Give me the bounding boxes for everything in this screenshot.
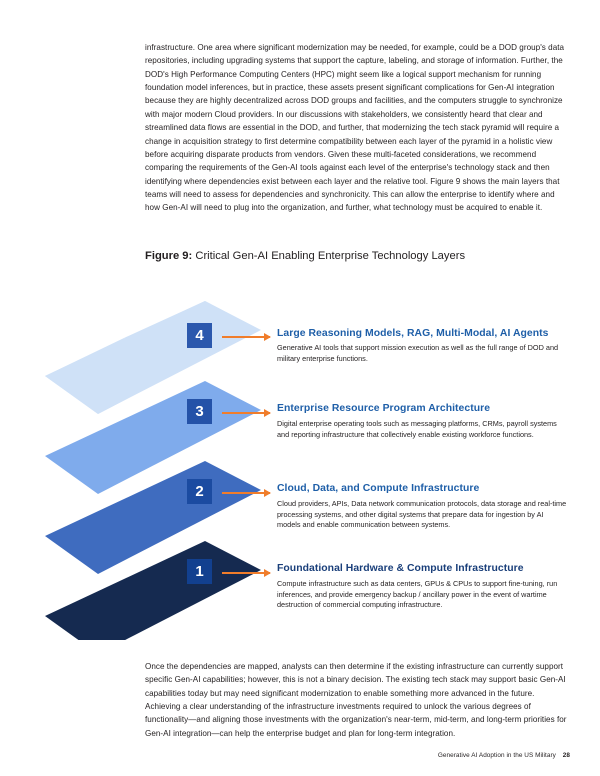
layer-number-badge-1 bbox=[187, 559, 212, 584]
layer-number-4: 4 bbox=[195, 327, 204, 344]
figure-label: Figure 9: bbox=[145, 250, 193, 262]
layer-body-2: Cloud providers, APIs, Data network communication protocols, data storage and real-time processing systems, and other digital systems that prepare data for ingestion by AI models and enable communication between systems. bbox=[277, 499, 567, 530]
layer-number-badge-4 bbox=[187, 323, 212, 348]
page-footer bbox=[438, 752, 570, 759]
layer-heading-2: Cloud, Data, and Compute Infrastructure bbox=[277, 483, 480, 494]
arrow-layer-4 bbox=[222, 336, 270, 338]
layer-body-1: Compute infrastructure such as data centers, GPUs & CPUs to support fine-tuning, run inferences, and provide emergency backup / ancillary power in the event of wartime destruction of commercial computing infrastructure. bbox=[277, 579, 558, 610]
layer-number-badge-3 bbox=[187, 399, 212, 424]
layer-heading-3: Enterprise Resource Program Architecture bbox=[277, 403, 491, 414]
layer-body-3: Digital enterprise operating tools such as messaging platforms, CRMs, payroll systems and reporting infrastructure that collectively enable existing workforce functions. bbox=[277, 419, 557, 439]
bottom-paragraph: Once the dependencies are mapped, analysts can then determine if the existing infrastructure can currently support specific Gen-AI capabilities; however, this is not a binary decision. The existing tech stack may support basic Gen-AI capabilities today but may need significant modernization to enable something more advanced in the future. Achieving a clear understanding of the infrastructure investments required to unlock the various degrees of functionality—and aligning those investments with the organization's near-term, mid-term, and long-term priorities for Gen-AI integration—can help the enterprise budget and plan for long-term integration. bbox=[145, 662, 567, 738]
layer-body-4: Generative AI tools that support mission execution as well as the full range of DOD and military enterprise functions. bbox=[277, 343, 559, 363]
layer-number-2: 2 bbox=[195, 483, 204, 500]
arrow-layer-1 bbox=[222, 572, 270, 574]
arrow-layer-3 bbox=[222, 412, 270, 414]
footer-page-number: 28 bbox=[562, 752, 570, 759]
layer-heading-4: Large Reasoning Models, RAG, Multi-Modal, AI Agents bbox=[277, 328, 549, 339]
figure-title bbox=[145, 249, 465, 263]
figure-caption: Critical Gen-AI Enabling Enterprise Technology Layers bbox=[195, 250, 466, 262]
layer-heading-1: Foundational Hardware & Compute Infrastructure bbox=[277, 563, 524, 574]
figure-technology-layers bbox=[0, 280, 600, 640]
footer-title: Generative AI Adoption in the US Military bbox=[437, 752, 556, 759]
arrow-layer-2 bbox=[222, 492, 270, 494]
top-paragraph: infrastructure. One area where significant modernization may be needed, for example, could be a DOD group's data repositories, including upgrading systems that support the capture, labeling, and storage of information. Further, the DOD's High Performance Computing Centers (HPC) might seem like a logical support mechanism for running foundation model inferences, but in practice, these assets present significant complications for Gen-AI integration because they are highly decentralized across DOD groups and facilities, and the computers struggle to synchronize with major modern Cloud providers. In our discussions with stakeholders, we consistently heard that clear and streamlined data flows are essential in the DOD, and further, that modernizing the tech stack pyramid will require a change in acquisition strategy to first determine compatibility between each layer of the pyramid in a holistic view before acquiring disparate products from vendors. Given these multi-faceted considerations, we recommend comparing the requirements of the Gen-AI tools against each level of the enterprise's technology stack and then identifying where dependencies exist between each layer and the relative tool. Figure 9 shows the main layers that teams will need to assess for dependencies and synchronicity. This can allow the enterprise to identify where and how Gen-AI will need to plug into the organization, and further, what technology must be acquired to enable it. bbox=[145, 43, 565, 213]
layer-number-3: 3 bbox=[195, 403, 204, 420]
layer-number-badge-2 bbox=[187, 479, 212, 504]
layer-number-1: 1 bbox=[195, 563, 204, 580]
